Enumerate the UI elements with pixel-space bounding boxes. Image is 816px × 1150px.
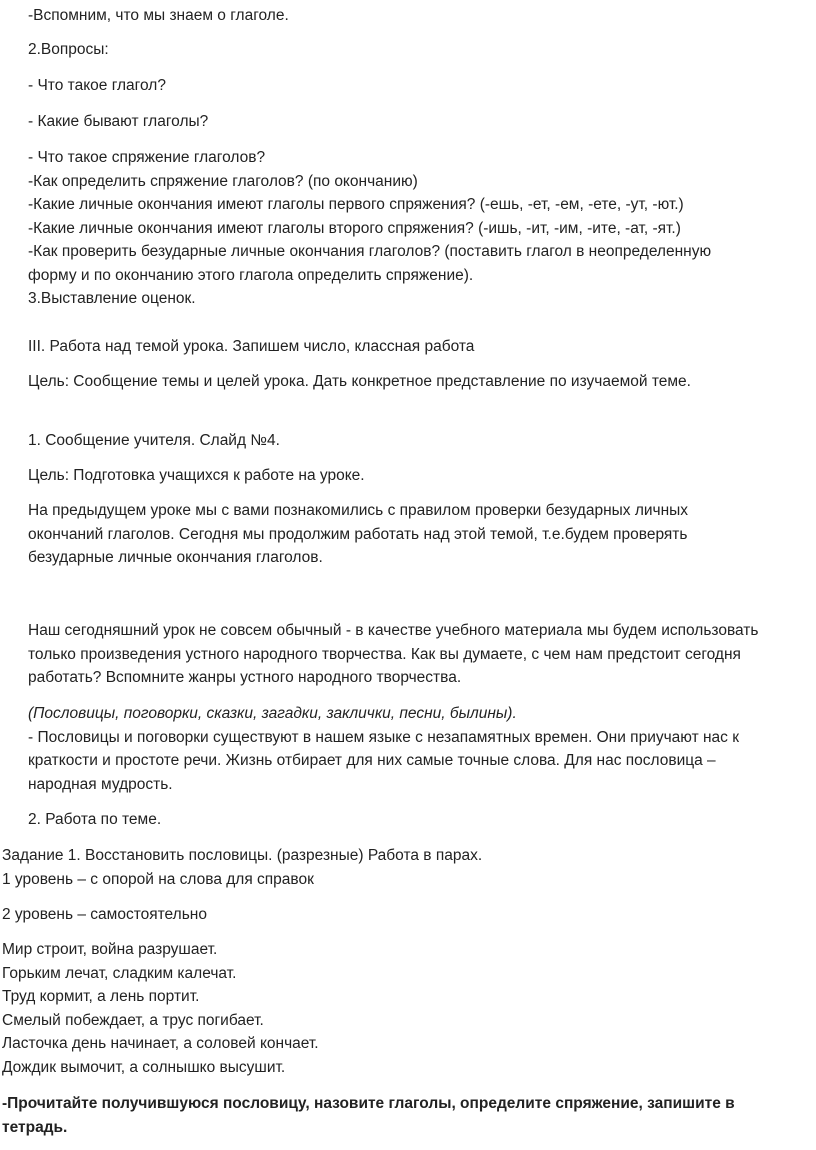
- question-2: - Какие бывают глаголы?: [28, 113, 209, 130]
- questions-block: [28, 146, 711, 311]
- list-item: Ласточка день начинает, а соловей кончает.: [2, 1035, 319, 1052]
- list-item: Труд кормит, а лень портит.: [2, 988, 200, 1005]
- paragraph-line: На предыдущем уроке мы с вами познакомились с правилом проверки безударных личных: [28, 502, 689, 519]
- task-line: 1 уровень – с опорой на слова для справок: [2, 870, 314, 888]
- list-item: Дождик вымочит, а солнышко высушит.: [2, 1058, 286, 1076]
- paragraph-line: - Пословицы и поговорки существуют в нашем языке с незапамятных времен. Они приучают нас к: [28, 728, 740, 746]
- proverbs-list: [2, 938, 319, 1079]
- proverbs-paragraph: [28, 702, 739, 796]
- question-line: -Как проверить безударные личные окончания глаголов? (поставить глагол в неопределенную: [28, 243, 712, 260]
- questions-heading: 2.Вопросы:: [28, 41, 109, 58]
- paragraph-line: краткости и простоте речи. Жизнь отбирает для них самые точные слова. Для нас пословица –: [28, 752, 716, 769]
- prev-lesson-paragraph: [28, 499, 688, 570]
- today-lesson-paragraph: [28, 619, 758, 690]
- paragraph-line: окончаний глаголов. Сегодня мы продолжим работать над этой темой, т.е.будем проверять: [28, 525, 688, 543]
- work-on-topic-heading: 2. Работа по теме.: [28, 811, 162, 828]
- goal-1: Цель: Сообщение темы и целей урока. Дать конкретное представление по изучаемой теме.: [28, 373, 691, 390]
- goal-2: Цель: Подготовка учащихся к работе на уроке.: [28, 467, 365, 484]
- list-item: Горьким лечат, сладким калечат.: [2, 964, 237, 982]
- final-instruction: [2, 1092, 735, 1139]
- grading-line: 3.Выставление оценок.: [28, 290, 196, 307]
- question-line: -Какие личные окончания имеют глаголы второго спряжения? (-ишь, -ит, -им, -ите, -ат, -ят.): [28, 219, 681, 237]
- instruction-line: -Прочитайте получившуюся пословицу, назовите глаголы, определите спряжение, запишите в: [2, 1095, 735, 1112]
- section-iii-heading: III. Работа над темой урока. Запишем число, классная работа: [28, 338, 475, 355]
- paragraph-line: безударные личные окончания глаголов.: [28, 549, 323, 566]
- intro-line: -Вспомним, что мы знаем о глаголе.: [28, 7, 289, 24]
- question-line: - Что такое спряжение глаголов?: [28, 149, 266, 166]
- teacher-message: 1. Сообщение учителя. Слайд №4.: [28, 432, 280, 449]
- list-item: Мир строит, война разрушает.: [2, 941, 218, 958]
- level-2-line: 2 уровень – самостоятельно: [2, 906, 207, 923]
- instruction-line: тетрадь.: [2, 1118, 68, 1136]
- question-line: -Как определить спряжение глаголов? (по окончанию): [28, 172, 418, 190]
- paragraph-line: только произведения устного народного творчества. Как вы думаете, с чем нам предстоит сегодня: [28, 645, 741, 663]
- list-item: Смелый побеждает, а трус погибает.: [2, 1011, 264, 1029]
- task-line: Задание 1. Восстановить пословицы. (разрезные) Работа в парах.: [2, 847, 483, 864]
- question-line: -Какие личные окончания имеют глаголы первого спряжения? (-ешь, -ет, -ем, -ете, -ут, -ют.): [28, 196, 684, 213]
- paragraph-line: Наш сегодняшний урок не совсем обычный - в качестве учебного материала мы будем использовать: [28, 622, 759, 639]
- paragraph-line: народная мудрость.: [28, 775, 173, 793]
- question-1: - Что такое глагол?: [28, 77, 166, 94]
- question-line: форму и по окончанию этого глагола определить спряжение).: [28, 266, 474, 284]
- paragraph-line: работать? Вспомните жанры устного народного творчества.: [28, 669, 462, 686]
- task-1-block: [2, 844, 482, 891]
- genres-line: (Пословицы, поговорки, сказки, загадки, заклички, песни, былины).: [28, 705, 517, 722]
